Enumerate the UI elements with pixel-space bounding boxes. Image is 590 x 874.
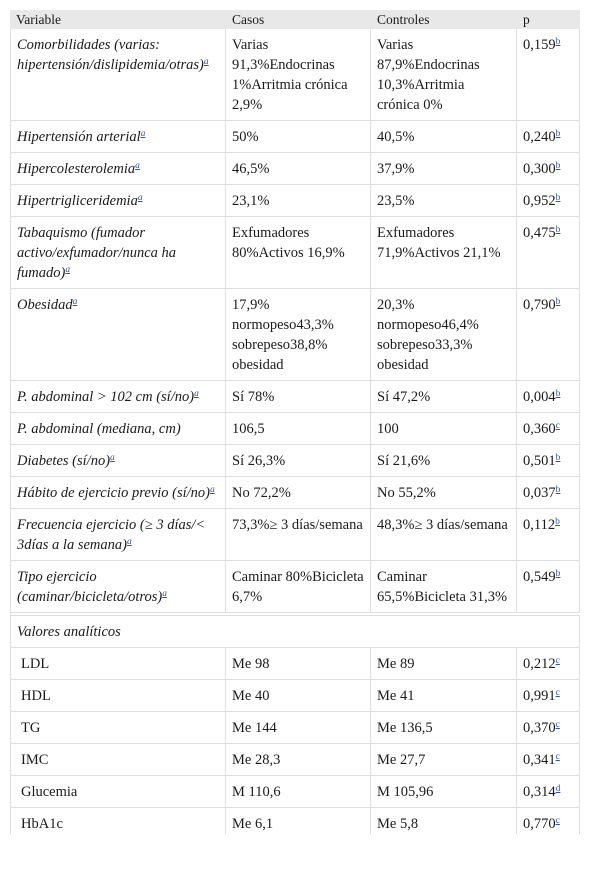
variable-label: TG [21, 720, 41, 736]
cell-p [517, 680, 580, 712]
variable-label: Comorbilidades (varias: hipertensión/dislipidemia/otras) [17, 37, 204, 73]
casos-value: Varias 91,3%Endocrinas 1%Arritmia crónica 2,9% [232, 37, 348, 113]
cell-variable [10, 217, 226, 289]
variable-label: Tabaquismo (fumador activo/exfumador/nunca ha fumado) [17, 225, 177, 281]
casos-value: 50% [232, 129, 259, 145]
p-footnote-link-sup [556, 33, 561, 47]
table-row [10, 185, 580, 217]
footnote-link-sup [73, 293, 78, 307]
cell-p [517, 217, 580, 289]
cell-p [517, 413, 580, 445]
footnote-link[interactable]: a [72, 297, 78, 307]
p-footnote-link-sup [556, 652, 560, 666]
p-footnote-link[interactable]: c [555, 688, 560, 698]
table-row [10, 445, 580, 477]
cell-casos [226, 153, 371, 185]
cell-variable [10, 477, 226, 509]
cell-p [517, 153, 580, 185]
footnote-link-sup [141, 125, 146, 139]
table-row [10, 561, 580, 613]
controles-value: Varias 87,9%Endocrinas 10,3%Arritmia crónica 0% [377, 37, 480, 113]
controles-value: 23,5% [377, 193, 415, 209]
casos-value: 46,5% [232, 161, 270, 177]
p-value: 0,341 [523, 752, 556, 768]
cell-controles [371, 185, 517, 217]
cell-variable [10, 561, 226, 613]
casos-value: Me 28,3 [232, 752, 281, 768]
p-value: 0,212 [523, 656, 556, 672]
cell-variable [10, 808, 226, 834]
cell-controles [371, 121, 517, 153]
cell-p [517, 121, 580, 153]
p-footnote-link-sup [556, 684, 560, 698]
footnote-link[interactable]: a [162, 589, 167, 599]
p-footnote-link[interactable]: b [555, 517, 560, 527]
cell-controles [371, 776, 517, 808]
cell-p [517, 509, 580, 561]
cell-casos [226, 776, 371, 808]
cell-controles [371, 29, 517, 121]
p-footnote-link[interactable]: b [555, 389, 561, 399]
p-footnote-link-sup [556, 385, 561, 399]
p-value: 0,991 [523, 688, 556, 704]
section-title [10, 616, 580, 648]
controles-value: Exfumadores 71,9%Activos 21,1% [377, 225, 501, 261]
footnote-link-sup [127, 533, 132, 547]
footnote-link-sup [204, 53, 209, 67]
variable-label: Tipo ejercicio (caminar/bicicleta/otros) [17, 569, 163, 605]
p-value: 0,004 [523, 389, 556, 405]
cell-variable [10, 413, 226, 445]
variable-label: P. abdominal > 102 cm (sí/no) [17, 389, 195, 405]
table-row [10, 217, 580, 289]
cell-controles [371, 477, 517, 509]
cell-p [517, 744, 580, 776]
footnote-link[interactable]: a [135, 161, 140, 171]
cell-variable [10, 289, 226, 381]
cell-controles [371, 153, 517, 185]
casos-value: Caminar 80%Bicicleta 6,7% [232, 569, 364, 605]
p-value: 0,790 [523, 297, 556, 313]
cell-casos [226, 413, 371, 445]
variable-label: LDL [21, 656, 50, 672]
variable-label: Frecuencia ejercicio (≥ 3 días/< 3días a la semana) [17, 517, 206, 553]
p-footnote-link-sup [556, 449, 561, 463]
p-footnote-link-sup [556, 157, 561, 171]
cell-variable [10, 153, 226, 185]
cell-controles [371, 413, 517, 445]
casos-value: 17,9% normopeso43,3% sobrepeso38,8% obesidad [232, 297, 334, 373]
cell-casos [226, 648, 371, 680]
p-footnote-link[interactable]: c [555, 720, 560, 730]
p-value: 0,770 [523, 816, 556, 832]
casos-value: Sí 26,3% [232, 453, 286, 469]
footnote-link[interactable]: a [126, 537, 132, 547]
footnote-link-sup [110, 449, 115, 463]
controles-value: M 105,96 [377, 784, 434, 800]
casos-value: Me 98 [232, 656, 270, 672]
p-value: 0,314 [523, 784, 556, 800]
variable-label: Obesidad [17, 297, 73, 313]
casos-value: 73,3%≥ 3 días/semana [232, 517, 363, 533]
cell-controles [371, 381, 517, 413]
controles-value: 48,3%≥ 3 días/semana [377, 517, 508, 533]
cell-p [517, 477, 580, 509]
table-row [10, 413, 580, 445]
casos-value: Me 6,1 [232, 816, 274, 832]
p-footnote-link[interactable]: b [555, 225, 561, 235]
cell-p [517, 808, 580, 834]
cell-controles [371, 561, 517, 613]
cell-casos [226, 445, 371, 477]
casos-value: 106,5 [232, 421, 265, 437]
footnote-link[interactable]: a [137, 193, 143, 203]
p-footnote-link[interactable]: c [555, 752, 560, 762]
cell-casos [226, 185, 371, 217]
controles-value: Me 5,8 [377, 816, 419, 832]
p-footnote-link[interactable]: b [555, 297, 561, 307]
p-footnote-link[interactable]: b [555, 193, 561, 203]
cell-controles [371, 680, 517, 712]
p-value: 0,952 [523, 193, 556, 209]
cell-casos [226, 509, 371, 561]
p-value: 0,037 [523, 485, 556, 501]
header-casos: Casos [226, 10, 371, 29]
cell-casos [226, 289, 371, 381]
cell-controles [371, 445, 517, 477]
cell-variable [10, 744, 226, 776]
controles-value: Me 136,5 [377, 720, 433, 736]
controles-value: Me 41 [377, 688, 415, 704]
table-row [10, 289, 580, 381]
cell-casos [226, 712, 371, 744]
p-footnote-link[interactable]: b [555, 129, 561, 139]
analytic-row [10, 808, 580, 834]
table-row [10, 153, 580, 185]
table-row [10, 477, 580, 509]
p-footnote-link-sup [556, 221, 561, 235]
table-row [10, 29, 580, 121]
p-footnote-link-sup [556, 780, 561, 794]
p-footnote-link[interactable]: d [555, 784, 561, 794]
cell-controles [371, 648, 517, 680]
p-value: 0,112 [523, 517, 556, 533]
table-row [10, 509, 580, 561]
p-footnote-link-sup [556, 812, 560, 826]
analytic-row [10, 744, 580, 776]
cell-p [517, 776, 580, 808]
cell-variable [10, 121, 226, 153]
cell-casos [226, 808, 371, 834]
controles-value: Sí 21,6% [377, 453, 431, 469]
variable-label: HDL [21, 688, 51, 704]
analytic-row [10, 648, 580, 680]
header-p: p [517, 10, 580, 29]
p-value: 0,300 [523, 161, 556, 177]
footnote-link-sup [162, 585, 167, 599]
casos-value: M 110,6 [232, 784, 281, 800]
cell-variable [10, 680, 226, 712]
cell-variable [10, 445, 226, 477]
cell-controles [371, 217, 517, 289]
p-value: 0,240 [523, 129, 556, 145]
cell-p [517, 712, 580, 744]
casos-value: Exfumadores 80%Activos 16,9% [232, 225, 345, 261]
p-value: 0,360 [523, 421, 556, 437]
table-header [10, 10, 580, 29]
p-footnote-link-sup [556, 293, 561, 307]
controles-value: Me 89 [377, 656, 415, 672]
variable-label: Glucemia [21, 784, 78, 800]
controles-value: No 55,2% [377, 485, 436, 501]
controles-value: 100 [377, 421, 399, 437]
cell-variable [10, 648, 226, 680]
casos-value: No 72,2% [232, 485, 291, 501]
p-footnote-link-sup [556, 125, 561, 139]
analytic-row [10, 680, 580, 712]
header-variable: Variable [10, 10, 226, 29]
cell-p [517, 185, 580, 217]
p-footnote-link[interactable]: b [555, 453, 561, 463]
cell-p [517, 29, 580, 121]
p-value: 0,370 [523, 720, 556, 736]
p-footnote-link-sup [555, 513, 560, 527]
footnote-link[interactable]: a [194, 389, 199, 399]
results-table [10, 10, 580, 834]
footnote-link[interactable]: a [203, 57, 209, 67]
p-footnote-link-sup [556, 481, 561, 495]
p-footnote-link[interactable]: c [555, 816, 560, 826]
p-value: 0,159 [523, 37, 556, 53]
variable-label: Hábito de ejercicio previo (sí/no) [17, 485, 211, 501]
cell-casos [226, 477, 371, 509]
variable-label: P. abdominal (mediana, cm) [17, 421, 181, 437]
cell-p [517, 445, 580, 477]
table-body [10, 29, 580, 834]
cell-controles [371, 744, 517, 776]
p-footnote-link[interactable]: c [555, 421, 560, 431]
cell-variable [10, 776, 226, 808]
cell-controles [371, 289, 517, 381]
footnote-link[interactable]: a [140, 129, 146, 139]
casos-value: Sí 78% [232, 389, 275, 405]
cell-casos [226, 680, 371, 712]
cell-controles [371, 509, 517, 561]
footnote-link-sup [138, 189, 143, 203]
casos-value: 23,1% [232, 193, 270, 209]
p-footnote-link-sup [556, 748, 560, 762]
footnote-link-sup [210, 481, 215, 495]
controles-value: Me 27,7 [377, 752, 426, 768]
variable-label: Hipertensión arterial [17, 129, 141, 145]
p-footnote-link-sup [556, 189, 561, 203]
cell-casos [226, 744, 371, 776]
header-controles: Controles [371, 10, 517, 29]
controles-value: 40,5% [377, 129, 415, 145]
casos-value: Me 144 [232, 720, 277, 736]
p-footnote-link[interactable]: b [555, 161, 561, 171]
variable-label: Hipercolesterolemia [17, 161, 136, 177]
p-value: 0,549 [523, 569, 556, 585]
analytic-row [10, 712, 580, 744]
controles-value: 20,3% normopeso46,4% sobrepeso33,3% obesidad [377, 297, 479, 373]
controles-value: Caminar 65,5%Bicicleta 31,3% [377, 569, 508, 605]
variable-label: HbA1c [21, 816, 63, 832]
table-row [10, 121, 580, 153]
p-footnote-link[interactable]: b [555, 569, 561, 579]
cell-controles [371, 712, 517, 744]
cell-variable [10, 381, 226, 413]
footnote-link[interactable]: a [210, 485, 215, 495]
footnote-link-sup [135, 157, 140, 171]
p-footnote-link[interactable]: b [555, 37, 561, 47]
cell-controles [371, 808, 517, 834]
controles-value: Sí 47,2% [377, 389, 431, 405]
cell-p [517, 648, 580, 680]
analytic-row [10, 776, 580, 808]
cell-casos [226, 561, 371, 613]
table-row [10, 381, 580, 413]
cell-variable [10, 185, 226, 217]
p-value: 0,501 [523, 453, 556, 469]
cell-casos [226, 29, 371, 121]
cell-variable [10, 712, 226, 744]
p-footnote-link-sup [556, 417, 560, 431]
footnote-link[interactable]: a [110, 453, 115, 463]
variable-label: IMC [21, 752, 49, 768]
cell-p [517, 561, 580, 613]
cell-p [517, 381, 580, 413]
section-row [10, 616, 580, 648]
cell-casos [226, 217, 371, 289]
controles-value: 37,9% [377, 161, 415, 177]
variable-label: Diabetes (sí/no) [17, 453, 111, 469]
p-footnote-link[interactable]: b [555, 485, 561, 495]
footnote-link-sup [194, 385, 199, 399]
p-footnote-link-sup [556, 716, 560, 730]
cell-variable [10, 29, 226, 121]
cell-casos [226, 121, 371, 153]
cell-variable [10, 509, 226, 561]
results-table-container [10, 10, 580, 834]
cell-casos [226, 381, 371, 413]
p-value: 0,475 [523, 225, 556, 241]
section-label: Valores analíticos [17, 624, 121, 640]
footnote-link[interactable]: a [65, 265, 71, 275]
p-footnote-link-sup [556, 565, 561, 579]
casos-value: Me 40 [232, 688, 270, 704]
footnote-link-sup [65, 261, 70, 275]
cell-p [517, 289, 580, 381]
variable-label: Hipertrigliceridemia [17, 193, 138, 209]
p-footnote-link[interactable]: c [555, 656, 560, 666]
